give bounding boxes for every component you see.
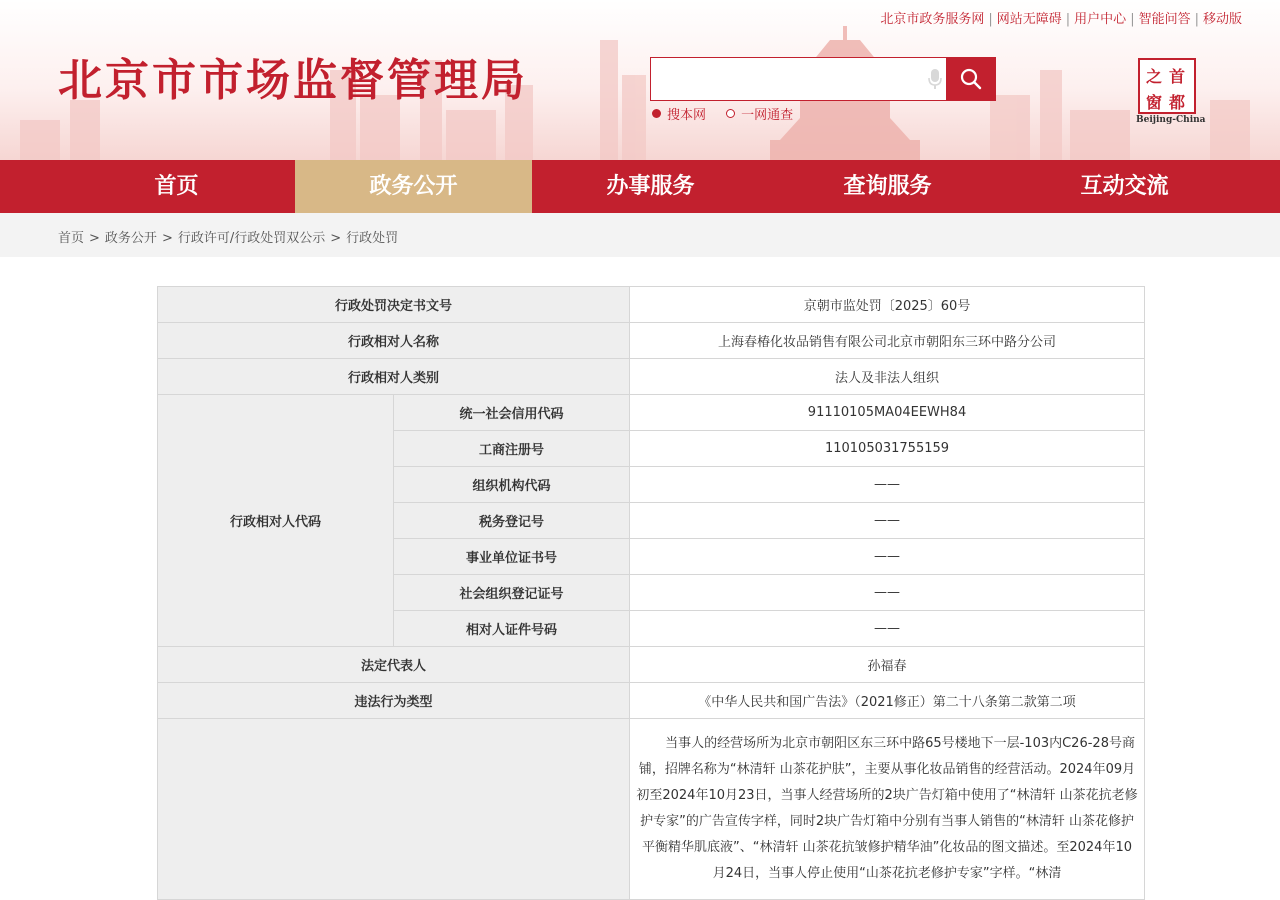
facts-label	[158, 719, 630, 900]
search-box	[650, 57, 996, 101]
penalty-detail-table	[157, 286, 1145, 900]
capital-window-logo[interactable]	[1136, 58, 1206, 125]
logo-char: 窗	[1146, 93, 1163, 112]
search-button[interactable]	[946, 57, 996, 101]
table-row	[158, 647, 1145, 683]
logo-char: 都	[1169, 93, 1186, 112]
site-header	[0, 0, 1280, 160]
top-link-smart-qa[interactable]: 智能问答	[1138, 12, 1191, 27]
facts-text: 当事人的经营场所为北京市朝阳区东三环中路65号楼地下一层-103内C26-28号商铺，招牌名称为“林清轩 山茶花护肤”，主要从事化妆品销售的经营活动。2024年09月初至2024年10月23日，当事人经营场所的2块广告灯箱中使用了“林清轩 山茶花抗老修护专家”的广告宣传字样，同时2块广告灯箱中分别有当事人销售的“林清轩 山茶花修护平衡精华肌底液”、“林清轩 山茶花抗皱修护精华油”化妆品的图文描述。至2024年10月24日，当事人停止使用“山茶花抗老修护专家”字样。“林清	[630, 719, 1145, 900]
logo-char: 首	[1169, 67, 1186, 86]
search-icon	[960, 68, 982, 90]
separator: |	[1194, 12, 1199, 27]
breadcrumb-separator: >	[330, 231, 342, 246]
social-org-value: ——	[630, 575, 1145, 611]
party-name-value: 上海春椿化妆品销售有限公司北京市朝阳东三环中路分公司	[630, 323, 1145, 359]
breadcrumb-gov-affairs[interactable]: 政务公开	[104, 231, 157, 246]
logo-mark	[1138, 58, 1196, 114]
microphone-icon[interactable]	[927, 68, 943, 90]
tax-reg-value: ——	[630, 503, 1145, 539]
nav-item-gov-affairs[interactable]: 政务公开	[295, 160, 532, 213]
top-link-mobile[interactable]: 移动版	[1202, 12, 1242, 27]
site-title: 北京市市场监督管理局	[58, 55, 528, 106]
table-row	[158, 683, 1145, 719]
main-nav	[0, 160, 1280, 213]
social-org-label: 社会组织登记证号	[394, 575, 630, 611]
party-code-label: 行政相对人代码	[158, 395, 394, 647]
legal-rep-value: 孙福春	[630, 647, 1145, 683]
credit-code-value: 91110105MA04EEWH84	[630, 395, 1145, 431]
nav-item-interaction[interactable]: 互动交流	[1080, 174, 1169, 199]
doc-number-value: 京朝市监处罚〔2025〕60号	[630, 287, 1145, 323]
radio-selected-icon	[652, 109, 661, 118]
breadcrumb-separator: >	[89, 231, 100, 246]
breadcrumb-home[interactable]: 首页	[58, 231, 85, 246]
violation-type-value: 《中华人民共和国广告法》（2021修正）第二十八条第二款第二项	[630, 683, 1145, 719]
party-type-value: 法人及非法人组织	[630, 359, 1145, 395]
table-row	[158, 719, 1145, 900]
nav-item-services[interactable]: 办事服务	[606, 174, 695, 199]
scope-option-label: 搜本网	[667, 108, 707, 123]
nav-item-query[interactable]: 查询服务	[843, 174, 932, 199]
breadcrumb-double-publicity[interactable]: 行政许可/行政处罚双公示	[177, 231, 326, 246]
search-input[interactable]	[651, 58, 941, 100]
nav-item-home[interactable]: 首页	[154, 174, 199, 199]
top-link-accessibility[interactable]: 网站无障碍	[996, 12, 1062, 27]
org-code-value: ——	[630, 467, 1145, 503]
id-number-value: ——	[630, 611, 1145, 647]
breadcrumb-separator: >	[161, 231, 173, 246]
table-row	[158, 323, 1145, 359]
id-number-label: 相对人证件号码	[394, 611, 630, 647]
separator: |	[1130, 12, 1135, 27]
doc-number-label: 行政处罚决定书文号	[158, 287, 630, 323]
party-name-label: 行政相对人名称	[158, 323, 630, 359]
institution-cert-value: ——	[630, 539, 1145, 575]
scope-option-site[interactable]	[652, 104, 706, 123]
table-row	[158, 287, 1145, 323]
credit-code-label: 统一社会信用代码	[394, 395, 630, 431]
institution-cert-label: 事业单位证书号	[394, 539, 630, 575]
table-row	[158, 395, 1145, 431]
top-link-gov-service[interactable]: 北京市政务服务网	[880, 12, 985, 27]
party-type-label: 行政相对人类别	[158, 359, 630, 395]
logo-char: 之	[1146, 67, 1163, 86]
tax-reg-label: 税务登记号	[394, 503, 630, 539]
separator: |	[1065, 12, 1071, 27]
search-scope	[652, 104, 809, 123]
top-link-user-center[interactable]: 用户中心	[1074, 12, 1127, 27]
business-reg-value: 110105031755159	[630, 431, 1145, 467]
violation-type-label: 违法行为类型	[158, 683, 630, 719]
top-links	[880, 8, 1242, 27]
business-reg-label: 工商注册号	[394, 431, 630, 467]
scope-option-all[interactable]	[726, 104, 793, 123]
logo-caption: Beijing-China	[1136, 115, 1206, 125]
scope-option-label: 一网通查	[741, 108, 794, 123]
radio-unselected-icon	[726, 109, 735, 118]
table-row	[158, 359, 1145, 395]
breadcrumb	[58, 227, 398, 246]
breadcrumb-bar	[0, 213, 1280, 257]
breadcrumb-penalty[interactable]: 行政处罚	[346, 231, 399, 246]
org-code-label: 组织机构代码	[394, 467, 630, 503]
separator: |	[988, 12, 993, 27]
legal-rep-label: 法定代表人	[158, 647, 630, 683]
